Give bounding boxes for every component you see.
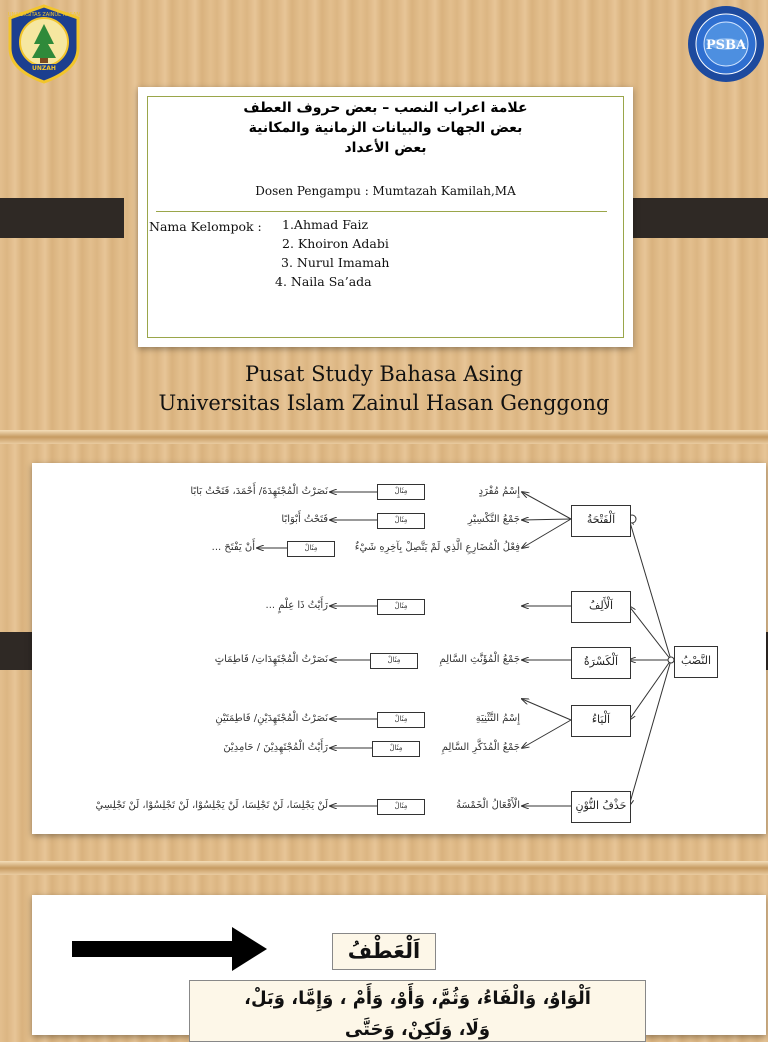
- misal-box: مِثَالٌ: [377, 799, 425, 815]
- unzah-logo: [4, 4, 84, 84]
- svg-text:PSBA: PSBA: [705, 38, 747, 53]
- noun-type: إِسْمُ مُفْرَدٍ: [478, 486, 520, 497]
- example-text: نَصَرْتُ الْمُجْتَهِدَيْنِ/ فَاطِمَتَيْنِ: [215, 713, 328, 724]
- marker-box: [571, 591, 631, 623]
- atf-slide: [32, 895, 766, 1040]
- example-text: رَأَيْتُ ذَا عِلْمٍ ...: [265, 600, 328, 611]
- misal-box: مِثَالٌ: [287, 541, 335, 557]
- huruf-box: [189, 980, 646, 1042]
- misal-box: مِثَالٌ: [377, 712, 425, 728]
- unzah-logo-text: UNZAH: [32, 65, 56, 72]
- marker-box: [571, 791, 631, 823]
- atf-title: اَلْعَطْفُ: [347, 939, 421, 963]
- marker-label: اَلْكَسْرَةُ: [583, 655, 619, 668]
- member-name: 2. Khoiron Adabi: [282, 236, 389, 251]
- example-text: أَنْ يَفْتَحَ ...: [211, 542, 255, 553]
- root-box: [674, 646, 718, 678]
- atf-title-box: [332, 933, 436, 970]
- title-line: بعض الأعداد: [344, 140, 427, 156]
- noun-type: إِسْمُ التَّثْنِيَةِ: [475, 713, 520, 724]
- misal-box: مِثَالٌ: [370, 653, 418, 669]
- wood-plank: [0, 861, 768, 875]
- arrow-right-icon: [72, 925, 272, 975]
- example-text: لَنْ يَجْلِسَا، لَنْ تَجْلِسَا، لَنْ يَجْلِسُوْا، لَنْ تَجْلِسُوْا، لَنْ تَجْلِسِيْ: [95, 800, 328, 811]
- marker-box: [571, 705, 631, 737]
- caption-line1: Pusat Study Bahasa Asing: [245, 362, 523, 386]
- wood-plank: [0, 430, 768, 444]
- member-name: 3. Nurul Imamah: [281, 255, 390, 270]
- example-text: رَأَيْتُ الْمُجْتَهِدِيْنَ / حَامِدِيْنَ: [223, 742, 328, 753]
- marker-label: اَلْفَتْحَةُ: [586, 513, 616, 526]
- svg-text:UNIVERSITAS ZAINUL HASAN: UNIVERSITAS ZAINUL HASAN: [7, 12, 81, 18]
- misal-box: مِثَالٌ: [377, 484, 425, 500]
- arabic-title: [138, 98, 633, 158]
- marker-box: [571, 505, 631, 537]
- marker-label: اَلْأَلِفُ: [588, 599, 614, 612]
- member-name: 4. Naila Sa’ada: [275, 274, 372, 289]
- marker-label: اَلْيَاءُ: [591, 713, 611, 726]
- huruf-line: وَلَا، وَلَكِنْ، وَحَتَّى: [344, 1019, 491, 1040]
- nama-kelompok-label: Nama Kelompok :: [149, 219, 262, 234]
- root-label: النَّصْبُ: [680, 654, 712, 667]
- title-line: بعض الجهات والبيانات الزمانية والمكانية: [248, 120, 523, 136]
- example-text: نَصَرْتُ الْمُجْتَهِدَاتِ/ فَاطِمَاتٍ: [214, 654, 328, 665]
- psba-logo: [686, 4, 766, 84]
- nasb-diagram-slide: [32, 463, 766, 834]
- example-text: نَصَرْتُ الْمُجْتَهِدَةَ/ أَحْمَدَ، فَتَحْتُ بَابًا: [190, 486, 328, 497]
- misal-box: مِثَالٌ: [377, 513, 425, 529]
- caption-line2: Universitas Islam Zainul Hasan Genggong: [158, 391, 610, 415]
- side-band-left: [0, 632, 32, 670]
- huruf-line: اَلْوَاوُ، وَالْفَاءُ، وَثُمَّ، وَأَوْ، وَأَمْ ، وَإِمَّا، وَبَلْ،: [244, 988, 591, 1009]
- noun-type: جَمْعُ الْمُؤَنَّثِ السَّالِمِ: [439, 654, 520, 665]
- side-band-left: [0, 198, 124, 238]
- title-slide: [138, 87, 633, 347]
- noun-type: جَمْعُ الْمُذَكَّرِ السَّالِمِ: [441, 742, 520, 753]
- misal-box: مِثَالٌ: [377, 599, 425, 615]
- divider: [156, 211, 607, 212]
- dosen-pengampu: Dosen Pengampu : Mumtazah Kamilah,MA: [255, 184, 516, 198]
- misal-box: مِثَالٌ: [372, 741, 420, 757]
- example-text: فَتَحْتُ أَبْوَابًا: [281, 514, 328, 525]
- noun-type: الْأَفْعَالُ الْخَمْسَةُ: [456, 800, 520, 811]
- title-line: علامة اعراب النصب – بعض حروف العطف: [243, 100, 528, 116]
- noun-type: فِعْلُ الْمُضَارِعِ الَّذِي لَمْ يَتَّصِلْ بِآخِرِهِ شَيْءٌ: [354, 542, 520, 553]
- marker-box: [571, 647, 631, 679]
- noun-type: جَمْعُ التَّكْسِيْرِ: [467, 514, 520, 525]
- side-band-right: [612, 198, 768, 238]
- marker-label: حَذْفُ النُّوْنِ: [575, 799, 627, 812]
- member-name: 1.Ahmad Faiz: [282, 217, 369, 232]
